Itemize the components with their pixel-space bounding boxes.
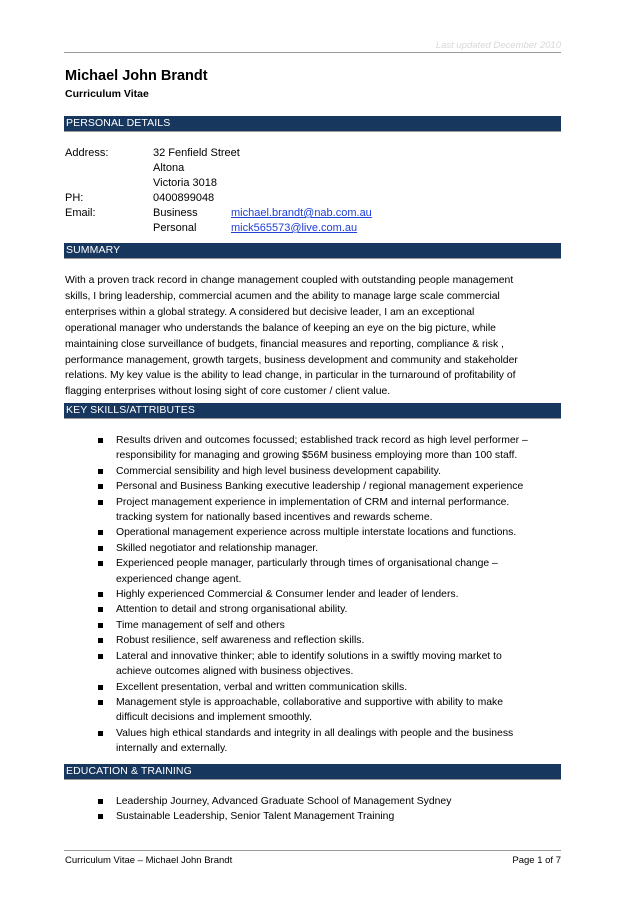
list-item-line: Excellent presentation, verbal and written communication skills. (116, 681, 408, 693)
address-line: 32 Fenfield Street (153, 147, 240, 159)
square-bullet-icon (98, 700, 103, 705)
list-item-line: Sustainable Leadership, Senior Talent Management Training (116, 811, 395, 823)
email-label: Email: (65, 207, 96, 219)
square-bullet-icon (98, 731, 103, 736)
summary-paragraph (65, 273, 561, 400)
list-item (0, 556, 556, 587)
footer-document-title: Curriculum Vitae – Michael John Brandt (65, 855, 233, 866)
phone-value: 0400899048 (153, 192, 215, 204)
list-item (0, 525, 556, 540)
square-bullet-icon (98, 484, 103, 489)
section-rule (64, 418, 561, 419)
list-item-line: Skilled negotiator and relationship manager. (116, 542, 319, 554)
list-item (0, 649, 556, 680)
list-item-line: Operational management experience across multiple interstate locations and functions. (116, 527, 517, 539)
list-item-line: Lateral and innovative thinker; able to identify solutions in a swiftly moving market to (116, 650, 502, 662)
document-subtitle: Curriculum Vitae (65, 88, 149, 100)
summary-line: performance management, growth targets, business development and community and stakeholder (65, 354, 518, 366)
section-header-summary: SUMMARY (64, 243, 561, 258)
square-bullet-icon (98, 607, 103, 612)
list-item (0, 433, 556, 464)
square-bullet-icon (98, 799, 103, 804)
section-rule (64, 131, 561, 132)
list-item-line: experienced change agent. (116, 573, 242, 585)
skills-list (0, 433, 638, 757)
summary-line: operational manager who understands the balance of keeping an eye on the big picture, while (65, 322, 496, 334)
list-item-line: difficult decisions and implement smoothly. (116, 712, 312, 724)
section-header-personal: PERSONAL DETAILS (64, 116, 561, 131)
summary-line: relations. My key value is the ability to lead change, in particular in the turnaround of profitability of (65, 370, 516, 382)
personal-email-link[interactable]: mick565573@live.com.au (231, 222, 358, 234)
list-item-line: Attention to detail and strong organisational ability. (116, 604, 348, 616)
square-bullet-icon (98, 546, 103, 551)
header-rule (64, 52, 561, 53)
list-item-line: Experienced people manager, particularly through times of organisational change – (116, 558, 498, 570)
list-item (0, 794, 556, 809)
square-bullet-icon (98, 592, 103, 597)
summary-line: With a proven track record in change management coupled with outstanding people management (65, 275, 514, 286)
section-rule (64, 258, 561, 259)
square-bullet-icon (98, 623, 103, 628)
list-item-line: Highly experienced Commercial & Consumer lender and leader of lenders. (116, 589, 459, 601)
list-item-line: Project management experience in implementation of CRM and internal performance. (116, 496, 510, 508)
list-item-line: Management style is approachable, collaborative and supportive with ability to make (116, 696, 503, 708)
summary-line: enterprises within a global strategy. A considered but decisive leader, I am an exceptional (65, 306, 475, 318)
business-email-link[interactable]: michael.brandt@nab.com.au (231, 207, 372, 219)
list-item-line: Leadership Journey, Advanced Graduate School of Management Sydney (116, 796, 452, 807)
list-item-line: Robust resilience, self awareness and reflection skills. (116, 635, 365, 647)
page-number: Page 1 of 7 (512, 855, 561, 866)
address-line: Victoria 3018 (153, 177, 218, 189)
summary-line: flagging enterprises without losing sight of core customer / client value. (65, 386, 391, 398)
list-item (0, 479, 556, 494)
list-item (0, 633, 556, 648)
address-label: Address: (65, 147, 109, 159)
phone-label: PH: (65, 192, 84, 204)
candidate-name: Michael John Brandt (65, 68, 208, 84)
square-bullet-icon (98, 814, 103, 819)
square-bullet-icon (98, 638, 103, 643)
section-header-education: EDUCATION & TRAINING (64, 764, 561, 779)
square-bullet-icon (98, 561, 103, 566)
summary-line: skills, I bring leadership, commercial acumen and the ability to manage large scale commercial (65, 290, 500, 302)
list-item (0, 618, 556, 633)
square-bullet-icon (98, 469, 103, 474)
list-item-line: Personal and Business Banking executive leadership / regional management experience (116, 481, 524, 493)
square-bullet-icon (98, 500, 103, 505)
list-item (0, 680, 556, 695)
list-item-line: Values high ethical standards and integrity in all dealings with people and the business (116, 727, 514, 739)
list-item-line: Results driven and outcomes focussed; established track record as high level performer – (116, 435, 528, 446)
square-bullet-icon (98, 530, 103, 535)
list-item-line: Commercial sensibility and high level business development capability. (116, 465, 441, 477)
list-item (0, 464, 556, 479)
section-header-skills: KEY SKILLS/ATTRIBUTES (64, 403, 561, 418)
list-item (0, 695, 556, 726)
last-updated-note: Last updated December 2010 (435, 40, 561, 51)
list-item (0, 587, 556, 602)
square-bullet-icon (98, 438, 103, 443)
list-item-line: tracking system for nationally based incentives and rewards scheme. (116, 512, 433, 524)
list-item (0, 495, 556, 526)
list-item (0, 602, 556, 617)
square-bullet-icon (98, 654, 103, 659)
list-item-line: achieve outcomes aligned with business objectives. (116, 666, 354, 678)
list-item-line: Time management of self and others (116, 619, 285, 631)
list-item (0, 726, 556, 757)
list-item-line: internally and externally. (116, 743, 228, 755)
section-rule (64, 779, 561, 780)
list-item (0, 809, 556, 824)
business-email-label: Business (153, 207, 198, 219)
address-line: Altona (153, 162, 185, 174)
personal-email-label: Personal (153, 222, 197, 234)
list-item-line: responsibility for managing and growing $56M business employing more than 100 staff. (116, 450, 518, 462)
square-bullet-icon (98, 685, 103, 690)
summary-line: maintaining close surveillance of budgets, financial measures and reporting, compliance & risk , (65, 338, 504, 350)
education-list (0, 794, 638, 825)
footer-rule (64, 850, 561, 851)
list-item (0, 541, 556, 556)
